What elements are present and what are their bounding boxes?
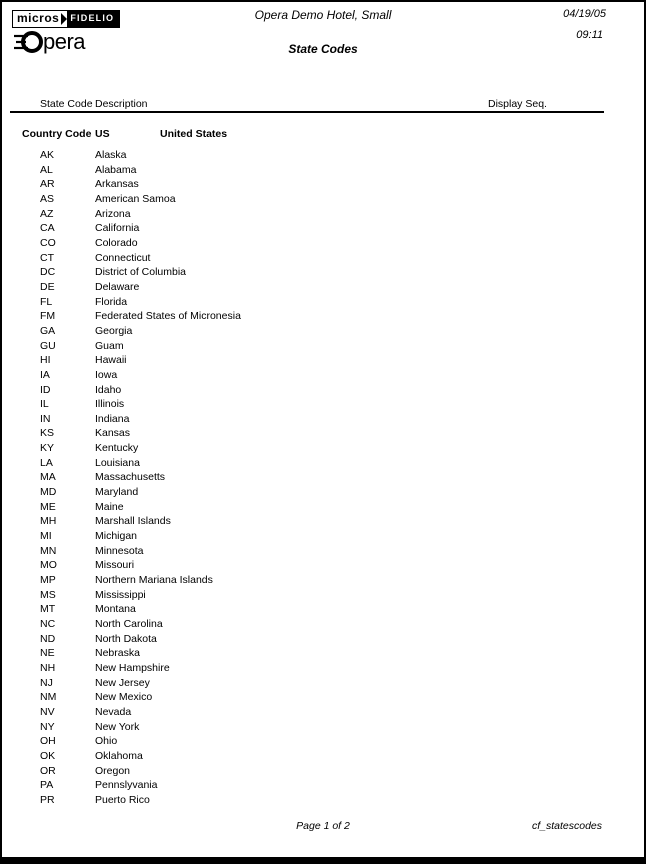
table-row [2, 456, 644, 471]
country-code-label: Country Code [22, 128, 92, 140]
table-row [2, 544, 644, 559]
page-title: State Codes [288, 42, 358, 56]
table-row [2, 734, 644, 749]
table-row [2, 646, 644, 661]
description-cell: Illinois [95, 398, 125, 411]
description-cell: Mississippi [95, 588, 146, 601]
table-row [2, 236, 644, 251]
description-cell: Oklahoma [95, 749, 143, 762]
hotel-title: Opera Demo Hotel, Small [254, 8, 392, 22]
state-code-cell: MS [40, 588, 56, 601]
table-row [2, 207, 644, 222]
header-rule [10, 111, 604, 113]
description-cell: Delaware [95, 280, 140, 293]
fidelio-logo-text: FIDELIO [67, 11, 119, 27]
table-row [2, 163, 644, 178]
description-cell: American Samoa [95, 192, 176, 205]
table-row [2, 280, 644, 295]
state-code-cell: ND [40, 632, 56, 645]
table-row [2, 720, 644, 735]
state-code-cell: KY [40, 442, 55, 455]
state-code-cell: ID [40, 383, 51, 396]
description-cell: Alabama [95, 163, 137, 176]
table-row [2, 397, 644, 412]
description-cell: Indiana [95, 412, 130, 425]
state-code-cell: KS [40, 427, 55, 440]
table-row [2, 661, 644, 676]
state-code-cell: ME [40, 500, 56, 513]
description-cell: Colorado [95, 236, 138, 249]
description-cell: Alaska [95, 149, 127, 161]
description-cell: District of Columbia [95, 266, 187, 279]
state-code-cell: NM [40, 691, 57, 704]
table-row [2, 485, 644, 500]
state-code-cell: DE [40, 280, 55, 293]
table-row [2, 793, 644, 808]
state-code-cell: MH [40, 515, 57, 528]
description-cell: Maine [95, 500, 124, 513]
table-row [2, 514, 644, 529]
column-header-display-seq: Display Seq. [488, 98, 547, 110]
table-row [2, 265, 644, 280]
description-cell: Florida [95, 295, 128, 308]
table-row [2, 588, 644, 603]
description-cell: Minnesota [95, 544, 144, 557]
table-row [2, 676, 644, 691]
table-row [2, 558, 644, 573]
table-row [2, 426, 644, 441]
state-code-cell: NV [40, 705, 55, 718]
table-row [2, 500, 644, 515]
table-row [2, 441, 644, 456]
table-row [2, 295, 644, 310]
column-header-description: Description [95, 98, 148, 110]
column-header-state-code: State Code [40, 98, 93, 110]
description-cell: Nebraska [95, 647, 140, 660]
description-cell: North Carolina [95, 618, 163, 630]
description-cell: Montana [95, 603, 136, 616]
state-code-cell: GU [40, 339, 56, 352]
table-row [2, 632, 644, 647]
state-code-cell: IN [40, 412, 51, 425]
state-code-cell: CT [40, 251, 54, 264]
table-row [2, 470, 644, 485]
table-row [2, 749, 644, 764]
state-code-cell: PA [40, 779, 54, 792]
description-cell: Oregon [95, 764, 131, 777]
state-code-cell: OH [40, 735, 56, 748]
table-row [2, 324, 644, 339]
state-code-cell: IA [40, 368, 50, 381]
state-code-cell: GA [40, 324, 56, 337]
state-code-cell: MO [40, 559, 57, 572]
state-code-cell: NE [40, 647, 55, 660]
micros-logo-text: micros [13, 11, 60, 27]
report-time: 09:11 [576, 29, 603, 41]
country-row [2, 128, 644, 142]
state-code-cell: MD [40, 486, 57, 499]
state-code-cell: MI [40, 530, 52, 543]
description-cell: Iowa [95, 368, 118, 381]
table-row [2, 221, 644, 236]
state-code-cell: MN [40, 544, 57, 557]
state-code-cell: CA [40, 222, 55, 235]
page-indicator: Page 1 of 2 [296, 820, 350, 832]
state-code-cell: LA [40, 456, 53, 469]
description-cell: Arizona [95, 207, 131, 220]
table-row [2, 690, 644, 705]
description-cell: New Hampshire [95, 661, 170, 674]
state-rows [2, 148, 644, 808]
state-code-cell: NJ [40, 676, 53, 689]
state-code-cell: MT [40, 603, 56, 616]
state-code-cell: AL [40, 163, 53, 176]
table-row [2, 383, 644, 398]
table-row [2, 251, 644, 266]
table-row [2, 353, 644, 368]
state-code-cell: OR [40, 764, 56, 777]
description-cell: Northern Mariana Islands [95, 574, 213, 587]
table-row [2, 602, 644, 617]
table-row [2, 573, 644, 588]
state-code-cell: MA [40, 471, 56, 484]
description-cell: Arkansas [95, 178, 139, 191]
state-code-cell: FL [40, 295, 53, 308]
description-cell: Marshall Islands [95, 515, 171, 528]
report-date: 04/19/05 [563, 8, 606, 20]
state-code-cell: AZ [40, 207, 54, 220]
state-code-cell: MP [40, 574, 56, 587]
country-code-value: US [95, 128, 110, 140]
country-name: United States [160, 128, 228, 140]
table-row [2, 148, 644, 163]
description-cell: California [95, 222, 140, 235]
table-row [2, 617, 644, 632]
state-code-cell: CO [40, 236, 56, 249]
description-cell: Nevada [95, 705, 132, 718]
table-row [2, 705, 644, 720]
description-cell: Michigan [95, 530, 138, 543]
description-cell: Kansas [95, 427, 131, 440]
state-code-cell: PR [40, 793, 55, 806]
description-cell: Kentucky [95, 442, 139, 455]
description-cell: New Mexico [95, 691, 153, 704]
description-cell: Guam [95, 339, 124, 352]
state-code-cell: FM [40, 310, 56, 323]
table-row [2, 192, 644, 207]
table-row [2, 368, 644, 383]
description-cell: Pennslyvania [95, 779, 158, 792]
table-row [2, 177, 644, 192]
description-cell: Hawaii [95, 354, 127, 367]
table-row [2, 764, 644, 779]
description-cell: Maryland [95, 486, 139, 499]
state-code-cell: HI [40, 354, 51, 367]
description-cell: North Dakota [95, 632, 157, 645]
state-code-cell: NY [40, 720, 55, 733]
state-code-cell: DC [40, 266, 56, 279]
table-row [2, 339, 644, 354]
opera-logo-text: pera [43, 29, 86, 54]
state-code-cell: AK [40, 149, 55, 161]
report-id: cf_statescodes [531, 820, 602, 832]
description-cell: Federated States of Micronesia [95, 310, 241, 323]
state-code-cell: NC [40, 618, 56, 630]
description-cell: Connecticut [95, 251, 151, 264]
state-code-cell: IL [40, 398, 49, 411]
description-cell: Ohio [95, 735, 118, 748]
state-code-cell: OK [40, 749, 56, 762]
description-cell: Louisiana [95, 456, 140, 469]
state-code-cell: NH [40, 661, 56, 674]
table-row [2, 412, 644, 427]
description-cell: Missouri [95, 559, 135, 572]
table-row [2, 778, 644, 793]
state-code-cell: AS [40, 192, 55, 205]
table-row [2, 529, 644, 544]
description-cell: Georgia [95, 324, 133, 337]
description-cell: Massachusetts [95, 471, 166, 484]
description-cell: Idaho [95, 383, 122, 396]
description-cell: Puerto Rico [95, 793, 150, 806]
description-cell: New York [95, 720, 140, 733]
table-row [2, 309, 644, 324]
description-cell: New Jersey [95, 676, 150, 689]
state-code-cell: AR [40, 178, 55, 191]
